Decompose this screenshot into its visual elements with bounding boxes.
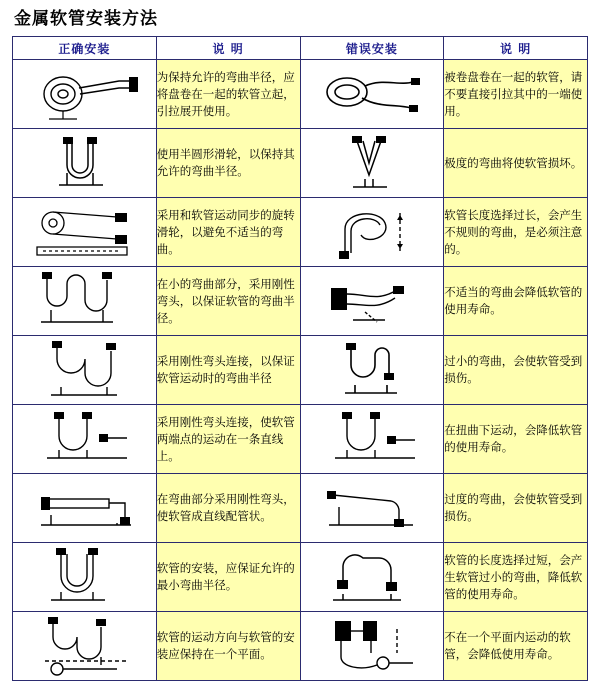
improper-bend-shortens-life-icon [305, 270, 439, 332]
table-row [13, 198, 588, 267]
table-row [13, 543, 588, 612]
torsional-motion-shortens-life-icon [305, 408, 439, 470]
figure-cell-correct [13, 612, 157, 681]
rigid-elbow-connection-u-loop-icon [17, 339, 151, 401]
figure-cell-wrong [300, 612, 444, 681]
description-cell-wrong: 被卷盘卷在一起的软管，请不要直接引拉其中的一端使用。 [444, 60, 588, 129]
description-cell-wrong: 不适当的弯曲会降低软管的使用寿命。 [444, 267, 588, 336]
rigid-bend-small-radius-section-icon [17, 270, 151, 332]
description-cell-correct: 采用刚性弯头连接，以保证软管运动时的弯曲半径 [156, 336, 300, 405]
figure-cell-wrong [300, 336, 444, 405]
excess-length-small-bend-icon [305, 546, 439, 608]
column-header-wrong-install: 错误安装 [300, 37, 444, 60]
figure-cell-wrong [300, 543, 444, 612]
rotating-sheave-synchronized-icon [17, 201, 151, 263]
table-row [13, 336, 588, 405]
u-bend-with-semicircular-sheave-icon [19, 133, 149, 193]
table-row [13, 474, 588, 543]
figure-cell-correct [13, 60, 157, 129]
description-cell-correct: 软管的安装，应保证允许的最小弯曲半径。 [156, 543, 300, 612]
column-header-correct-install: 正确安装 [13, 37, 157, 60]
description-cell-wrong: 在扭曲下运动，会降低软管的使用寿命。 [444, 405, 588, 474]
excessive-bend-damage-icon [305, 477, 439, 539]
rigid-elbow-straight-line-motion-icon [17, 408, 151, 470]
table-row [13, 267, 588, 336]
table-row [13, 129, 588, 198]
coiled-hose-pulled-one-end-icon [307, 64, 437, 124]
column-header-correct-description: 说 明 [156, 37, 300, 60]
description-cell-wrong: 极度的弯曲将使软管损坏。 [444, 129, 588, 198]
figure-cell-correct [13, 405, 157, 474]
description-cell-wrong: 不在一个平面内运动的软管，会降低使用寿命。 [444, 612, 588, 681]
table-row [13, 405, 588, 474]
figure-cell-wrong [300, 405, 444, 474]
figure-cell-wrong [300, 267, 444, 336]
too-small-bend-radius-damage-icon [305, 339, 439, 401]
description-cell-wrong: 过小的弯曲，会使软管受到损伤。 [444, 336, 588, 405]
motion-direction-same-plane-icon [17, 613, 151, 679]
description-cell-correct: 采用刚性弯头连接，使软管两端点的运动在一条直线上。 [156, 405, 300, 474]
figure-cell-correct [13, 336, 157, 405]
table-header-row [13, 37, 588, 60]
description-cell-wrong: 软管的长度选择过短，会产生软管过小的弯曲，降低软管的使用寿命。 [444, 543, 588, 612]
figure-cell-wrong [300, 129, 444, 198]
figure-cell-correct [13, 543, 157, 612]
hose-installation-table [12, 36, 588, 681]
description-cell-correct: 采用和软管运动同步的旋转滑轮，以避免不适当的弯曲。 [156, 198, 300, 267]
figure-cell-correct [13, 198, 157, 267]
rigid-elbow-straight-piping-icon [17, 477, 151, 539]
install-minimum-bend-radius-icon [17, 546, 151, 608]
figure-cell-correct [13, 129, 157, 198]
figure-cell-wrong [300, 60, 444, 129]
table-body [13, 60, 588, 681]
figure-cell-wrong [300, 474, 444, 543]
table-row [13, 60, 588, 129]
description-cell-correct: 在弯曲部分采用刚性弯头，使软管成直线配管状。 [156, 474, 300, 543]
excess-length-irregular-bend-icon [305, 201, 439, 263]
sharp-v-bend-damage-icon [307, 133, 437, 193]
description-cell-correct: 使用半圆形滑轮，以保持其允许的弯曲半径。 [156, 129, 300, 198]
figure-cell-correct [13, 474, 157, 543]
description-cell-correct: 为保持允许的弯曲半径，应将盘卷在一起的软管立起，引拉展开使用。 [156, 60, 300, 129]
description-cell-correct: 软管的运动方向与软管的安装应保持在一个平面。 [156, 612, 300, 681]
figure-cell-wrong [300, 198, 444, 267]
table-row [13, 612, 588, 681]
motion-out-of-plane-icon [305, 613, 439, 679]
description-cell-wrong: 软管长度选择过长，会产生不规则的弯曲，是必须注意的。 [444, 198, 588, 267]
description-cell-correct: 在小的弯曲部分，采用刚性弯头，以保证软管的弯曲半径。 [156, 267, 300, 336]
figure-cell-correct [13, 267, 157, 336]
description-cell-wrong: 过度的弯曲，会使软管受到损伤。 [444, 474, 588, 543]
table-header [13, 37, 588, 60]
page-title: 金属软管安装方法 [14, 9, 158, 29]
coiled-hose-standing-roll-icon [19, 64, 149, 124]
column-header-wrong-description: 说 明 [444, 37, 588, 60]
